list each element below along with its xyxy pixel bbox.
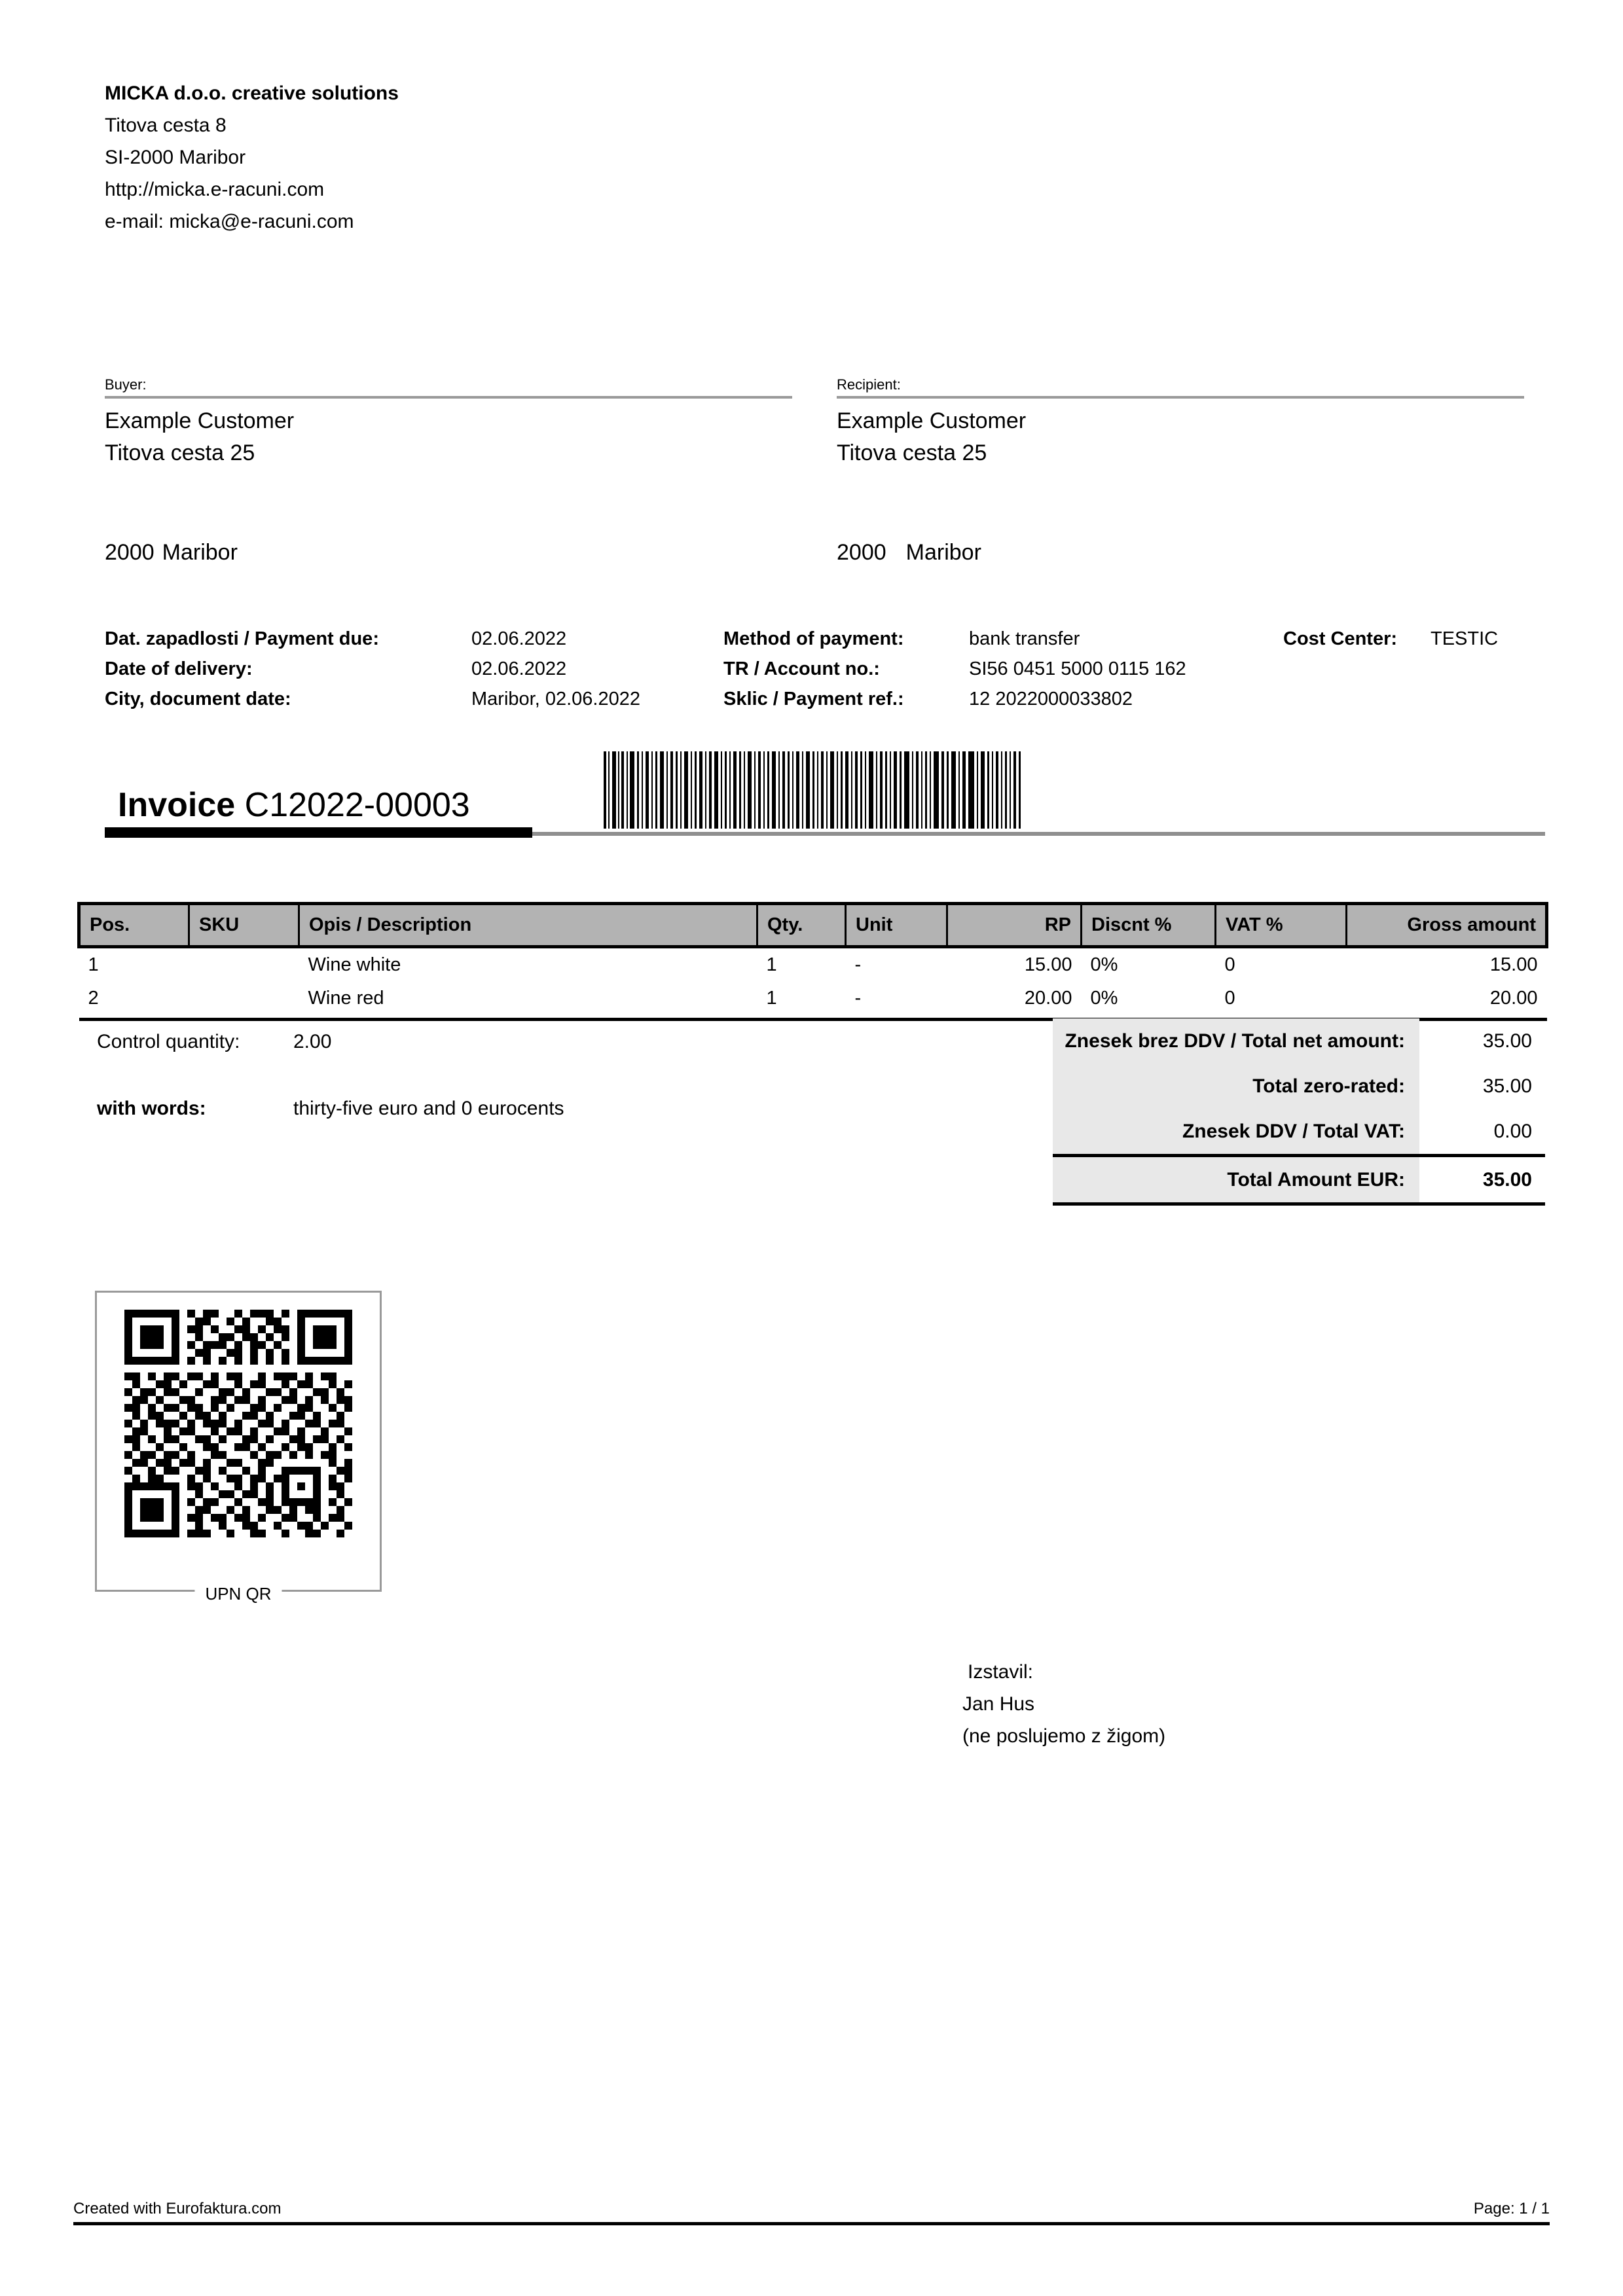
- total-net-value: 35.00: [1482, 1030, 1532, 1052]
- invoice-word: Invoice: [118, 786, 236, 824]
- cell-sku: [189, 982, 299, 1020]
- page-title: [118, 785, 470, 825]
- page-footer: [73, 2192, 1550, 2225]
- title-rule: [532, 832, 1545, 836]
- buyer-caption: Buyer:: [105, 376, 147, 393]
- table-row: [79, 982, 1547, 1020]
- buyer-address: Titova cesta 25: [105, 440, 255, 465]
- control-quantity-label: Control quantity:: [97, 1031, 240, 1052]
- total-net-row: [1053, 1018, 1545, 1064]
- account-label: TR / Account no.:: [723, 658, 880, 679]
- upn-qr-box: [95, 1291, 382, 1604]
- cell-unit: -: [854, 954, 862, 975]
- cell-description: Wine red: [299, 982, 757, 1020]
- cell-rp: 20.00: [947, 982, 1082, 1020]
- barcode: [602, 751, 1021, 829]
- cost-center-value: TESTIC: [1431, 628, 1499, 649]
- signature-block: [962, 1656, 1165, 1752]
- buyer-city-line: [105, 537, 238, 569]
- column-header-qty: Qty.: [757, 904, 846, 947]
- total-amount-row: [1053, 1154, 1545, 1206]
- recipient-zip: 2000: [837, 540, 886, 565]
- issuer-name: Jan Hus: [962, 1693, 1035, 1715]
- column-header-pos: Pos.: [79, 904, 189, 947]
- method-label: Method of payment:: [723, 628, 904, 649]
- buyer-city: Maribor: [162, 540, 238, 565]
- total-vat-value: 0.00: [1493, 1120, 1532, 1142]
- column-header-unit: Unit: [846, 904, 947, 947]
- qr-code-icon: [124, 1310, 352, 1537]
- recipient-city-line: [837, 537, 981, 569]
- meta-row: [105, 658, 1545, 689]
- stamp-note: (ne poslujemo z žigom): [962, 1725, 1166, 1747]
- column-header-description: Opis / Description: [299, 904, 757, 947]
- column-header-discount: Discnt %: [1082, 904, 1216, 947]
- cell-gross: 15.00: [1489, 954, 1538, 975]
- cost-center-label: Cost Center:: [1283, 628, 1398, 649]
- control-quantity-row: [97, 1031, 948, 1053]
- total-zero-rated-value: 35.00: [1482, 1075, 1532, 1097]
- company-address: Titova cesta 8: [105, 115, 227, 136]
- issued-by-label: Izstavil:: [968, 1661, 1034, 1683]
- title-underline: [105, 827, 532, 838]
- invoice-number: C12022-00003: [244, 786, 470, 824]
- column-header-gross: Gross amount: [1347, 904, 1547, 947]
- with-words-row: [97, 1098, 948, 1120]
- footer-created-with: Created with Eurofaktura.com: [73, 2200, 282, 2217]
- cell-rp: 15.00: [1024, 954, 1072, 975]
- cell-vat: 0: [1216, 982, 1347, 1020]
- cell-description: Wine white: [308, 954, 401, 975]
- delivery-label: Date of delivery:: [105, 658, 253, 679]
- meta-row: [105, 689, 1545, 719]
- meta-spacer: [1431, 658, 1545, 689]
- payment-due-label: Dat. zapadlosti / Payment due:: [105, 628, 379, 649]
- cell-qty: 1: [766, 954, 777, 975]
- control-quantity-value: 2.00: [293, 1031, 332, 1052]
- items-header-row: [79, 904, 1547, 947]
- cell-pos: 1: [88, 954, 99, 975]
- with-words-label: with words:: [97, 1098, 206, 1119]
- cell-discount: 0%: [1082, 982, 1216, 1020]
- cell-vat: 0: [1224, 954, 1235, 975]
- cell-gross: 20.00: [1347, 982, 1547, 1020]
- payment-ref-label: Sklic / Payment ref.:: [723, 689, 904, 709]
- company-header: [105, 77, 399, 238]
- recipient-lines: [837, 399, 1524, 469]
- account-value: SI56 0451 5000 0115 162: [969, 658, 1186, 679]
- left-summary: [97, 1031, 948, 1120]
- buyer-name: Example Customer: [105, 408, 295, 433]
- city-date-label: City, document date:: [105, 689, 291, 709]
- column-header-rp: RP: [947, 904, 1082, 947]
- method-value: bank transfer: [969, 628, 1080, 649]
- recipient-name: Example Customer: [837, 408, 1027, 433]
- payment-due-value: 02.06.2022: [471, 628, 567, 649]
- items-table: [77, 902, 1548, 1021]
- total-amount-value: 35.00: [1482, 1168, 1532, 1191]
- recipient-city: Maribor: [905, 540, 981, 565]
- recipient-caption: Recipient:: [837, 376, 901, 393]
- meta-spacer: [1431, 689, 1545, 719]
- recipient-block: [837, 376, 1524, 565]
- buyer-zip: 2000: [105, 540, 155, 565]
- meta-spacer: [1283, 689, 1431, 719]
- meta-spacer: [1283, 658, 1431, 689]
- meta-row: [105, 628, 1545, 658]
- payment-meta: [105, 628, 1545, 719]
- cell-discount: 0%: [1090, 954, 1118, 975]
- totals-block: [1053, 1018, 1545, 1206]
- total-vat-row: [1053, 1109, 1545, 1154]
- total-vat-label: Znesek DDV / Total VAT:: [1053, 1109, 1419, 1154]
- column-header-sku: SKU: [189, 904, 299, 947]
- company-name: MICKA d.o.o. creative solutions: [105, 82, 399, 104]
- total-net-label: Znesek brez DDV / Total net amount:: [1053, 1018, 1419, 1064]
- recipient-address: Titova cesta 25: [837, 440, 987, 465]
- table-row: [79, 947, 1547, 982]
- buyer-block: [105, 376, 792, 565]
- cell-pos: 2: [79, 982, 189, 1020]
- delivery-value: 02.06.2022: [471, 658, 567, 679]
- company-website: http://micka.e-racuni.com: [105, 179, 325, 200]
- column-header-vat: VAT %: [1216, 904, 1347, 947]
- qr-caption: UPN QR: [194, 1584, 282, 1604]
- with-words-value: thirty-five euro and 0 eurocents: [293, 1098, 564, 1119]
- total-amount-label: Total Amount EUR:: [1053, 1157, 1419, 1202]
- total-zero-rated-label: Total zero-rated:: [1053, 1064, 1419, 1109]
- city-date-value: Maribor, 02.06.2022: [471, 689, 640, 709]
- company-city: SI-2000 Maribor: [105, 147, 246, 168]
- company-email: e-mail: micka@e-racuni.com: [105, 211, 354, 232]
- total-zero-rated-row: [1053, 1064, 1545, 1109]
- cell-sku: [189, 947, 299, 982]
- payment-ref-value: 12 2022000033802: [969, 689, 1133, 709]
- cell-unit: -: [846, 982, 947, 1020]
- cell-qty: 1: [757, 982, 846, 1020]
- buyer-lines: [105, 399, 792, 469]
- footer-page-number: Page: 1 / 1: [1473, 2200, 1550, 2217]
